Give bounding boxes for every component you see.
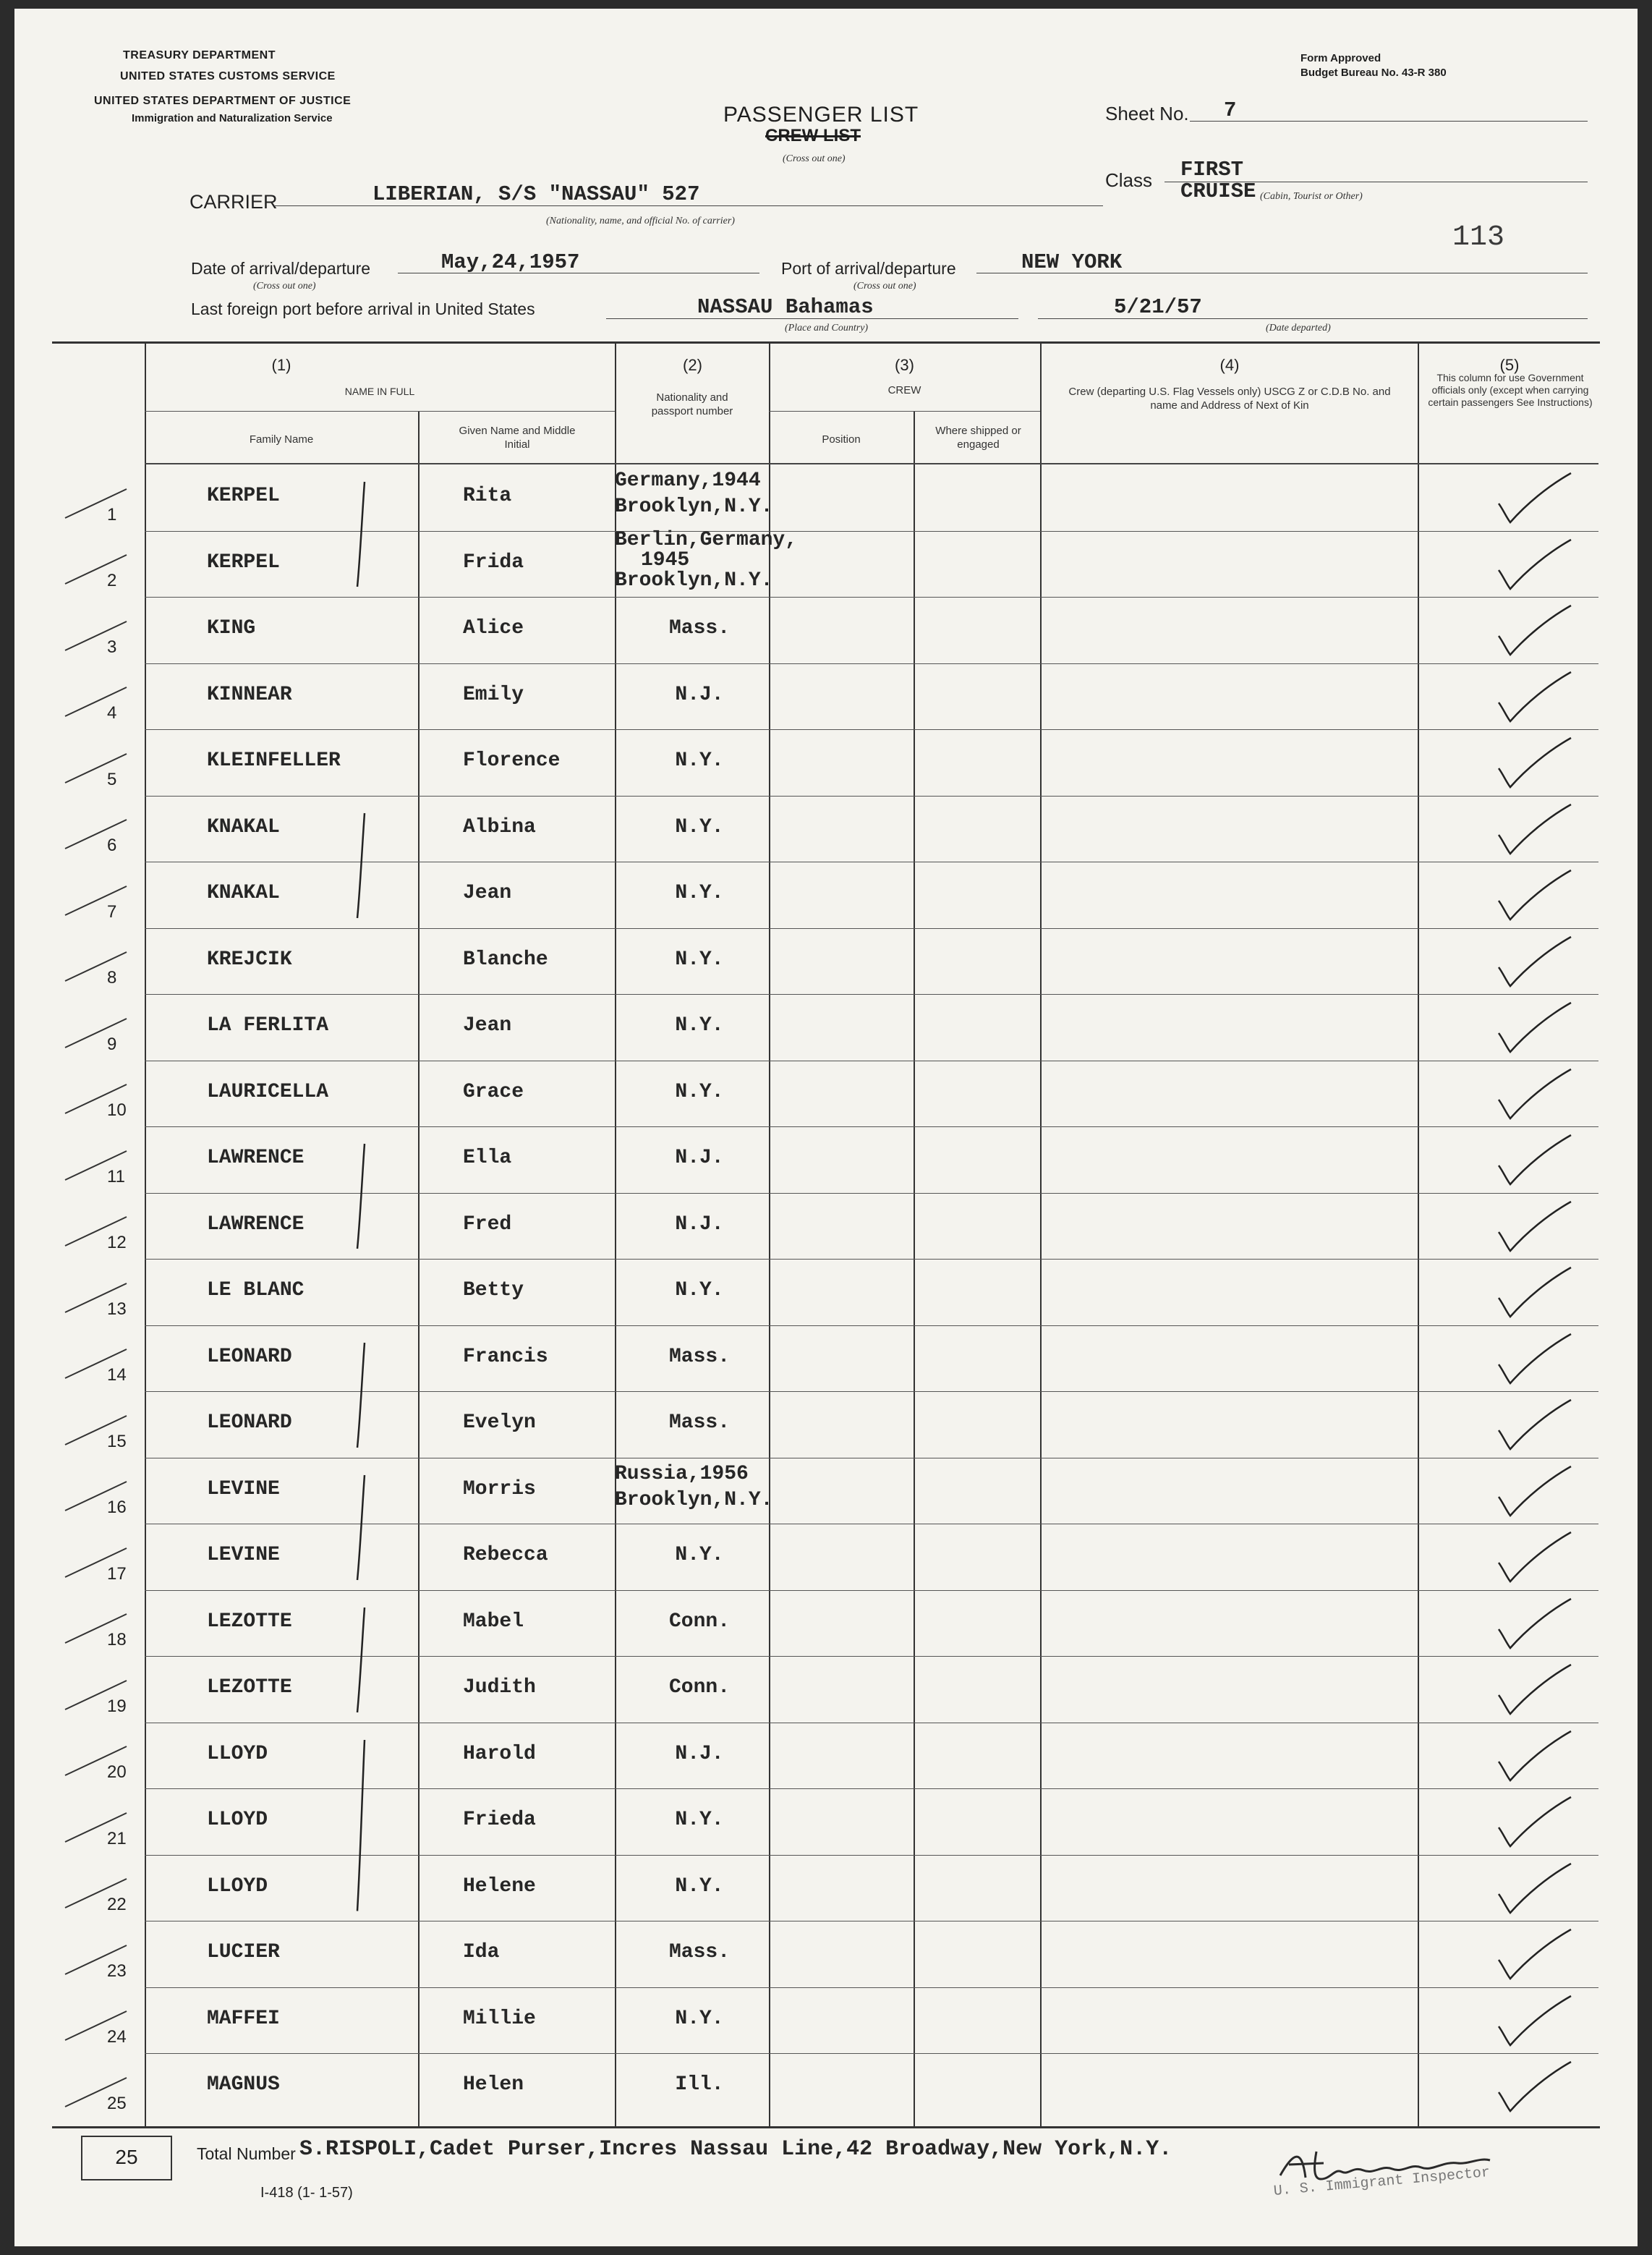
given-name-cell: Judith: [463, 1676, 536, 1699]
sheet-label: Sheet No.: [1105, 103, 1189, 124]
family-name-cell: KERPEL: [207, 485, 280, 507]
row-tally-mark: [58, 546, 145, 590]
nationality-cell: N.Y.: [675, 1080, 724, 1103]
check-mark-icon: [1490, 472, 1577, 530]
check-mark-icon: [1490, 1134, 1577, 1192]
inspector-signature: [1273, 2143, 1512, 2194]
family-name-cell: LLOYD: [207, 1742, 268, 1765]
family-bracket-mark: [349, 810, 378, 921]
sheet-underline: [1190, 121, 1588, 122]
class-value-cruise: CRUISE: [1180, 179, 1256, 203]
nationality-cell: N.Y.: [675, 948, 724, 971]
row-number: 3: [107, 637, 117, 657]
row-tally-mark: [58, 2003, 145, 2046]
header-bottom-line: [145, 463, 1598, 464]
given-name-cell: Evelyn: [463, 1411, 536, 1434]
row-number: 13: [107, 1299, 127, 1319]
row-number: 14: [107, 1365, 127, 1385]
col3-number: (3): [895, 356, 914, 374]
row-tally-mark: [58, 943, 145, 987]
nationality-cell: N.J.: [675, 1213, 724, 1236]
family-name-cell: LA FERLITA: [207, 1014, 329, 1037]
row-divider: [145, 796, 1598, 797]
family-name-cell: KERPEL: [207, 551, 280, 574]
row-divider: [145, 597, 1598, 598]
row-tally-mark: [58, 480, 145, 524]
arrival-date-hint: (Cross out one): [253, 281, 316, 292]
row-tally-mark: [58, 1142, 145, 1186]
nationality-line: Berlin,Germany,: [615, 528, 798, 551]
col4-title: Crew (departing U.S. Flag Vessels only) USCG Z or C.D.B No. and name and Address of Next of Kin: [1068, 386, 1391, 412]
nationality-cell: N.Y.: [675, 1809, 724, 1831]
row-tally-mark: [58, 811, 145, 854]
row-tally-mark: [58, 1407, 145, 1451]
given-name-cell: Mabel: [463, 1610, 524, 1633]
row-divider: [145, 2053, 1598, 2054]
given-name-cell: Jean: [463, 882, 512, 904]
row-divider: [145, 928, 1598, 929]
carrier-hint: (Nationality, name, and official No. of carrier): [546, 216, 735, 226]
family-name-cell: MAFFEI: [207, 2007, 280, 2030]
given-name-cell: Harold: [463, 1742, 536, 1765]
row-tally-mark: [58, 1010, 145, 1053]
col2-number: (2): [683, 356, 702, 374]
family-name-cell: LEONARD: [207, 1411, 292, 1434]
family-bracket-mark: [349, 1605, 378, 1715]
col5-number: (5): [1499, 356, 1520, 374]
row-number: 8: [107, 968, 117, 988]
nationality-cell: Mass.: [668, 617, 730, 640]
col-line-kin-official: [1418, 343, 1419, 2126]
family-name-cell: LEZOTTE: [207, 1676, 292, 1699]
header-sub-line-name: [145, 411, 615, 412]
row-tally-mark: [58, 1540, 145, 1583]
family-name-cell: LLOYD: [207, 1809, 268, 1831]
nationality-cell: N.Y.: [675, 1279, 724, 1301]
row-tally-mark: [58, 1870, 145, 1914]
row-number: 10: [107, 1100, 127, 1120]
row-tally-mark: [58, 1937, 145, 1980]
nationality-cell: N.J.: [675, 1147, 724, 1169]
class-label: Class: [1105, 169, 1153, 191]
col1-title: NAME IN FULL: [344, 386, 415, 397]
stamp-number: 113: [1452, 221, 1505, 254]
check-mark-icon: [1490, 869, 1577, 927]
row-number: 22: [107, 1895, 127, 1914]
family-name-cell: LEVINE: [207, 1477, 280, 1500]
nationality-cell: N.Y.: [675, 1014, 724, 1037]
given-name-cell: Rita: [463, 485, 512, 507]
nationality-cell: N.J.: [675, 683, 724, 706]
check-mark-icon: [1490, 1663, 1577, 1721]
check-mark-icon: [1490, 2060, 1577, 2118]
family-name-cell: LE BLANC: [207, 1279, 305, 1301]
family-bracket-mark: [349, 479, 378, 590]
total-count-box: 25: [81, 2136, 172, 2180]
header-sub-line-crew: [769, 411, 1040, 412]
nationality-line: 1945: [641, 548, 690, 572]
row-divider: [145, 1590, 1598, 1591]
check-mark-icon: [1490, 1597, 1577, 1655]
row-number: 17: [107, 1563, 127, 1584]
family-name-cell: MAGNUS: [207, 2073, 280, 2096]
given-name-cell: Blanche: [463, 948, 548, 971]
given-name-cell: Helene: [463, 1874, 536, 1898]
row-divider: [145, 1126, 1598, 1127]
port-hint: (Cross out one): [853, 281, 916, 292]
col3-shipped-header: Where shipped or engaged: [935, 425, 1021, 451]
nationality-cell: N.Y.: [675, 1874, 724, 1898]
family-name-cell: LAWRENCE: [207, 1147, 305, 1169]
check-mark-icon: [1490, 1200, 1577, 1258]
nationality-line: Brooklyn,N.Y.: [615, 1488, 773, 1511]
date-departed-value: 5/21/57: [1114, 295, 1202, 319]
col-line-left: [145, 343, 146, 2126]
table-bottom-border: [52, 2126, 1600, 2128]
check-mark-icon: [1490, 1398, 1577, 1456]
check-mark-icon: [1490, 538, 1577, 596]
family-name-cell: LAURICELLA: [207, 1080, 329, 1103]
row-tally-mark: [58, 1605, 145, 1649]
row-tally-mark: [58, 1473, 145, 1516]
row-number: 11: [107, 1166, 125, 1186]
cross-out-hint: (Cross out one): [783, 153, 846, 164]
carrier-underline: [275, 205, 1103, 206]
row-number: 24: [107, 2027, 127, 2047]
check-mark-icon: [1490, 803, 1577, 861]
family-bracket-mark: [349, 1141, 378, 1252]
row-tally-mark: [58, 745, 145, 789]
check-mark-icon: [1490, 935, 1577, 993]
given-name-cell: Morris: [463, 1477, 536, 1500]
row-number: 5: [107, 769, 117, 789]
col-line-position-shipped: [914, 411, 915, 2126]
family-bracket-mark: [349, 1472, 378, 1583]
given-name-cell: Jean: [463, 1014, 512, 1037]
given-name-cell: Albina: [463, 815, 536, 838]
check-mark-icon: [1490, 1001, 1577, 1059]
check-mark-icon: [1490, 1333, 1577, 1390]
check-mark-icon: [1490, 736, 1577, 794]
page-title: PASSENGER LIST: [723, 103, 919, 127]
given-name-cell: Ella: [463, 1147, 512, 1169]
given-name-cell: Grace: [463, 1080, 524, 1103]
row-divider: [145, 1259, 1598, 1260]
check-mark-icon: [1490, 1862, 1577, 1920]
given-name-cell: Betty: [463, 1279, 524, 1301]
passenger-list-page: [14, 9, 1638, 2246]
given-name-cell: Ida: [463, 1941, 500, 1963]
family-name-cell: KREJCIK: [207, 948, 292, 971]
row-tally-mark: [58, 1208, 145, 1252]
row-number: 25: [107, 2093, 127, 2113]
last-port-underline: [606, 318, 1018, 319]
row-tally-mark: [58, 1076, 145, 1119]
col3-title: CREW: [887, 384, 921, 396]
check-mark-icon: [1490, 1266, 1577, 1324]
family-name-cell: KNAKAL: [207, 882, 280, 904]
date-departed-hint: (Date departed): [1266, 323, 1331, 334]
family-name-cell: KLEINFELLER: [207, 749, 341, 772]
budget-bureau-number: Budget Bureau No. 43-R 380: [1300, 67, 1447, 79]
nationality-cell: N.Y.: [675, 815, 724, 838]
row-number: 16: [107, 1498, 127, 1517]
family-name-cell: LLOYD: [207, 1874, 268, 1898]
check-mark-icon: [1490, 1068, 1577, 1126]
row-number: 1: [107, 504, 117, 525]
family-name-cell: KNAKAL: [207, 815, 280, 838]
row-tally-mark: [58, 1804, 145, 1848]
given-name-cell: Alice: [463, 617, 524, 640]
col-line-crew-kin: [1040, 343, 1042, 2126]
given-name-cell: Francis: [463, 1345, 548, 1368]
row-number: 21: [107, 1828, 127, 1848]
row-tally-mark: [58, 1341, 145, 1384]
row-number: 23: [107, 1961, 127, 1981]
col-line-name-nat: [615, 343, 616, 2126]
family-name-cell: LAWRENCE: [207, 1213, 305, 1236]
agency-line-4: Immigration and Naturalization Service: [132, 112, 333, 124]
check-mark-icon: [1490, 604, 1577, 662]
nationality-cell: N.Y.: [675, 2007, 724, 2030]
nationality-cell: Mass.: [668, 1411, 730, 1434]
row-tally-mark: [58, 679, 145, 722]
check-mark-icon: [1490, 1730, 1577, 1788]
port-label: Port of arrival/departure: [781, 259, 956, 278]
agency-line-3: UNITED STATES DEPARTMENT OF JUSTICE: [94, 95, 352, 107]
nationality-line: Brooklyn,N.Y.: [615, 496, 773, 518]
arrival-date-label: Date of arrival/departure: [191, 259, 371, 278]
given-name-cell: Frieda: [463, 1809, 536, 1831]
nationality-cell: Conn.: [668, 1676, 730, 1699]
check-mark-icon: [1490, 1995, 1577, 2052]
nationality-cell: Mass.: [668, 1345, 730, 1368]
row-number: 6: [107, 836, 117, 855]
row-number: 2: [107, 571, 117, 590]
check-mark-icon: [1490, 1465, 1577, 1523]
given-name-cell: Emily: [463, 683, 524, 706]
row-tally-mark: [58, 1275, 145, 1318]
check-mark-icon: [1490, 1796, 1577, 1853]
col4-number: (4): [1219, 356, 1240, 374]
total-number-label: Total Number: [197, 2144, 296, 2163]
row-number: 19: [107, 1696, 127, 1716]
col3-position-header: Position: [822, 433, 861, 446]
sheet-number: 7: [1224, 98, 1237, 122]
nationality-line: Germany,1944: [615, 470, 761, 492]
table-top-border: [52, 341, 1600, 344]
nationality-line: Brooklyn,N.Y.: [615, 569, 773, 592]
row-number: 7: [107, 901, 117, 922]
inspector-label: U. S. Immigrant Inspector: [1273, 2164, 1491, 2200]
port-value: NEW YORK: [1021, 250, 1123, 274]
given-name-cell: Frida: [463, 551, 524, 574]
class-value-first: FIRST: [1180, 158, 1244, 182]
row-number: 12: [107, 1233, 127, 1252]
row-divider: [145, 1987, 1598, 1988]
agency-line-1: TREASURY DEPARTMENT: [123, 49, 276, 61]
given-name-cell: Fred: [463, 1213, 512, 1236]
family-name-cell: LEZOTTE: [207, 1610, 292, 1633]
row-tally-mark: [58, 878, 145, 921]
agency-line-2: UNITED STATES CUSTOMS SERVICE: [120, 70, 336, 82]
col1-given-header: Given Name and Middle Initial: [459, 425, 576, 451]
row-divider: [145, 1325, 1598, 1326]
row-tally-mark: [58, 613, 145, 656]
check-mark-icon: [1490, 1531, 1577, 1589]
family-name-cell: LUCIER: [207, 1941, 280, 1963]
row-number: 20: [107, 1762, 127, 1782]
class-hint: (Cabin, Tourist or Other): [1260, 191, 1363, 202]
row-number: 15: [107, 1431, 127, 1451]
nationality-cell: N.Y.: [675, 749, 724, 772]
col2-title: Nationality and passport number: [651, 391, 733, 417]
row-number: 9: [107, 1034, 117, 1054]
nationality-cell: Conn.: [668, 1610, 730, 1633]
place-hint: (Place and Country): [785, 323, 869, 334]
given-name-cell: Helen: [463, 2073, 524, 2096]
carrier-value: LIBERIAN, S/S "NASSAU" 527: [372, 182, 700, 206]
last-port-value: NASSAU Bahamas: [697, 295, 874, 319]
family-bracket-mark: [349, 1737, 378, 1914]
row-divider: [145, 663, 1598, 664]
nationality-cell: N.J.: [675, 1742, 724, 1765]
col-line-family-given: [418, 411, 420, 2126]
crew-list-struck: CREW LIST: [765, 126, 861, 145]
given-name-cell: Millie: [463, 2007, 536, 2030]
nationality-cell: Ill.: [675, 2073, 724, 2096]
arrival-date-value: May,24,1957: [441, 250, 580, 274]
row-divider: [145, 994, 1598, 995]
form-approved: Form Approved: [1300, 52, 1381, 64]
carrier-label: CARRIER: [190, 191, 278, 213]
given-name-cell: Rebecca: [463, 1544, 548, 1566]
nationality-cell: N.Y.: [675, 882, 724, 904]
family-name-cell: LEVINE: [207, 1544, 280, 1566]
nationality-cell: Mass.: [668, 1941, 730, 1963]
nationality-line: Russia,1956: [615, 1462, 749, 1485]
family-bracket-mark: [349, 1340, 378, 1451]
col1-family-header: Family Name: [249, 433, 314, 446]
row-number: 18: [107, 1630, 127, 1649]
family-name-cell: KINNEAR: [207, 683, 292, 706]
row-tally-mark: [58, 2069, 145, 2112]
last-port-label: Last foreign port before arrival in United States: [191, 300, 535, 318]
nationality-cell: N.Y.: [675, 1544, 724, 1566]
date-departed-underline: [1038, 318, 1588, 319]
given-name-cell: Florence: [463, 749, 561, 772]
col5-title: This column for use Government officials only (except when carrying certain passengers See Instructions): [1428, 372, 1593, 408]
row-tally-mark: [58, 1672, 145, 1715]
check-mark-icon: [1490, 671, 1577, 729]
row-number: 4: [107, 703, 117, 723]
check-mark-icon: [1490, 1928, 1577, 1986]
family-name-cell: LEONARD: [207, 1345, 292, 1368]
form-number: I-418 (1- 1-57): [260, 2185, 353, 2201]
purser-line: S.RISPOLI,Cadet Purser,Incres Nassau Line,42 Broadway,New York,N.Y.: [299, 2137, 1172, 2162]
row-divider: [145, 729, 1598, 730]
col1-number: (1): [271, 356, 291, 374]
row-tally-mark: [58, 1738, 145, 1781]
family-name-cell: KING: [207, 617, 256, 640]
